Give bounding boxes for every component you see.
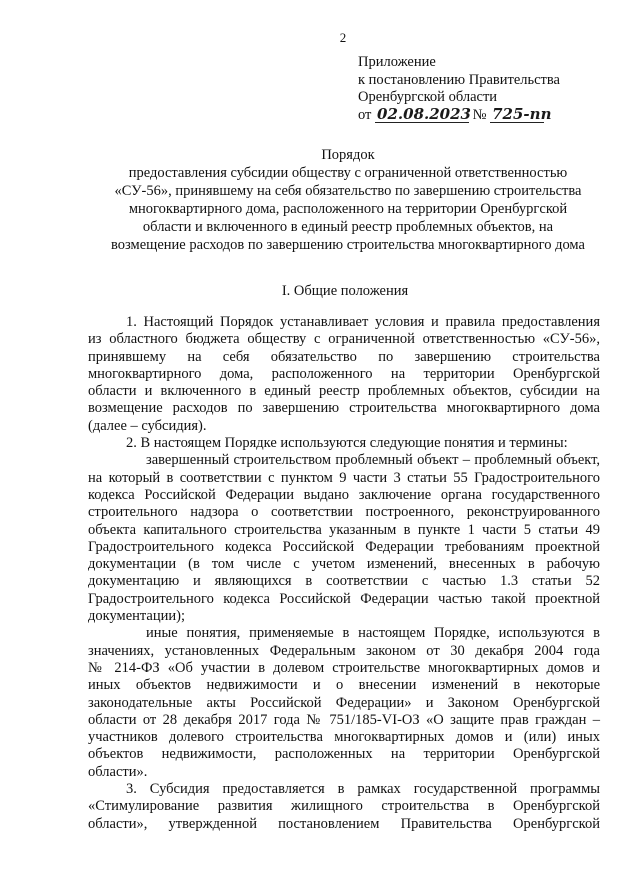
body-line: иные понятия, применяемые в настоящем Порядке, используются в: [146, 625, 600, 642]
body-line: Градостроительного кодекса Российской Федерации требованиям проектной: [88, 538, 600, 555]
body-line: на который в соответствии с пунктом 9 части 3 статьи 55 Градостроительного: [88, 469, 600, 486]
body-line: области», утвержденной постановлением Правительства Оренбургской: [88, 815, 600, 832]
body-line: № 214-ФЗ «Об участии в долевом строительстве многоквартирных домов и: [88, 659, 600, 676]
title-line: области и включенного в единый реестр проблемных объектов, на: [142, 219, 554, 235]
body-line: возмещение расходов по завершению строительства многоквартирного дома: [88, 400, 600, 417]
handwritten-number: 725-пп: [492, 104, 552, 123]
title-line: предоставления субсидии обществу с ограниченной ответственностью: [128, 165, 568, 181]
body-line: области и включенного в единый реестр проблемных объектов, субсидии на: [88, 383, 600, 400]
appendix-number-label: №: [472, 106, 487, 123]
body-line: иных объектов недвижимости и о внесении изменений в некоторые: [88, 677, 600, 694]
body-line: (далее – субсидия).: [88, 417, 207, 434]
body-line: строительного надзора о соответствии построенного, реконструированного: [88, 504, 600, 521]
body-line: области».: [88, 763, 148, 780]
body-line: 1. Настоящий Порядок устанавливает условия и правила предоставления: [126, 314, 600, 330]
appendix-block: [358, 54, 608, 124]
body-line: документации (в том числе с учетом изменений, внесенных в рабочую: [88, 556, 600, 573]
body-line: документацию и являющихся в соответствии с частью 1.3 статьи 52: [88, 573, 600, 590]
body-line: объектов недвижимости, расположенных на территории Оренбургской: [88, 746, 600, 763]
title-line: «СУ-56», принявшему на себя обязательство по завершению строительства: [114, 183, 582, 199]
title-word: Порядок: [321, 147, 375, 163]
appendix-region: Оренбургской области: [358, 89, 498, 105]
body-line: 2. В настоящем Порядке используются следующие понятия и термины:: [126, 435, 568, 452]
body-line: принявшему на себя обязательство по завершению строительства: [88, 348, 600, 365]
appendix-date-number-line: [358, 104, 608, 125]
body-line: участников долевого строительства многоквартирных домов и (или) иных: [88, 729, 600, 746]
appendix-from-prefix: от: [358, 106, 372, 123]
body-line: Градостроительного кодекса Российской Федерации частью такой проектной: [88, 590, 600, 607]
document-body: [88, 314, 600, 833]
body-line: значениях, установленных Федеральным законом от 30 декабря 2004 года: [88, 642, 600, 659]
body-line: 3. Субсидия предоставляется в рамках государственной программы: [126, 781, 600, 798]
body-line: законодательные акты Российской Федерации» и Законом Оренбургской: [88, 694, 600, 711]
appendix-reference: к постановлению Правительства: [358, 71, 560, 88]
title-line: многоквартирного дома, расположенного на территории Оренбургской: [128, 201, 568, 217]
body-line: объекта капитального строительства указанным в пункте 1 части 5 статьи 49: [88, 521, 600, 538]
appendix-title: Приложение: [358, 54, 436, 70]
handwritten-date: 02.08.2023: [377, 104, 471, 123]
title-line: возмещение расходов по завершению строительства многоквартирного дома: [111, 237, 585, 253]
document-title: [88, 146, 608, 254]
body-line: документации);: [88, 608, 185, 625]
body-line: из областного бюджета обществу с ограниченной ответственностью «СУ-56»,: [88, 331, 600, 348]
section-heading: I. Общие положения: [281, 283, 409, 299]
body-line: «Стимулирование развития жилищного строительства в Оренбургской: [88, 798, 600, 815]
body-line: многоквартирного дома, расположенного на территории Оренбургской: [88, 365, 600, 382]
body-line: кодекса Российской Федерации выдано заключение органа государственного: [88, 486, 600, 503]
page-number: 2: [339, 30, 347, 45]
body-line: завершенный строительством проблемный объект – проблемный объект,: [146, 452, 600, 469]
body-line: области от 28 декабря 2017 года № 751/185-VI-ОЗ «О защите прав граждан –: [88, 711, 600, 728]
